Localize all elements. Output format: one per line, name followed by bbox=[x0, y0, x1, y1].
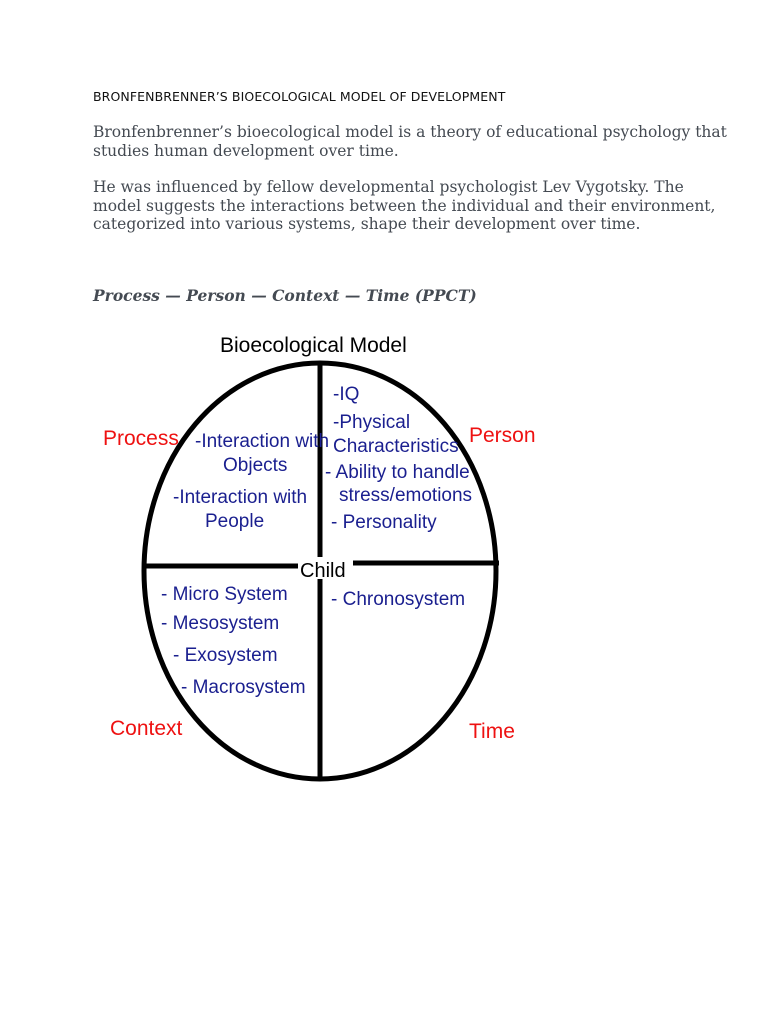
person-item: -IQ bbox=[333, 384, 360, 405]
diagram-title: Bioecological Model bbox=[220, 334, 407, 357]
context-item: - Exosystem bbox=[173, 645, 278, 666]
bioecological-model-diagram bbox=[95, 325, 545, 785]
time-item: - Chronosystem bbox=[331, 589, 466, 610]
context-item: - Micro System bbox=[161, 584, 288, 605]
document-heading: BRONFENBRENNER’S BIOECOLOGICAL MODEL OF DEVELOPMENT bbox=[93, 89, 506, 104]
influence-paragraph: He was influenced by fellow developmental psychologist Lev Vygotsky. The model suggests the interactions between the individual and their environment, categorized into various systems, shape their development over time. bbox=[93, 178, 716, 233]
process-item: People bbox=[205, 511, 265, 532]
person-item: stress/emotions bbox=[339, 485, 473, 506]
person-item: - Personality bbox=[331, 512, 437, 533]
quadrant-label-process: Process bbox=[103, 427, 179, 450]
process-item: -Interaction with bbox=[195, 431, 330, 452]
person-item: - Ability to handle bbox=[325, 462, 470, 483]
intro-paragraph: Bronfenbrenner’s bioecological model is a theory of educational psychology that studies human development over time. bbox=[93, 123, 727, 160]
center-label-child: Child bbox=[300, 560, 346, 582]
process-item: -Interaction with bbox=[173, 487, 308, 508]
person-item: -Physical bbox=[333, 412, 411, 433]
quadrant-label-time: Time bbox=[469, 720, 515, 743]
ppct-heading: Process — Person — Context — Time (PPCT) bbox=[93, 286, 477, 305]
context-item: - Macrosystem bbox=[181, 677, 306, 698]
quadrant-label-context: Context bbox=[110, 717, 183, 740]
person-item: Characteristics bbox=[333, 436, 459, 457]
process-item: Objects bbox=[223, 455, 288, 476]
context-item: - Mesosystem bbox=[161, 613, 280, 634]
quadrant-label-person: Person bbox=[469, 424, 536, 447]
